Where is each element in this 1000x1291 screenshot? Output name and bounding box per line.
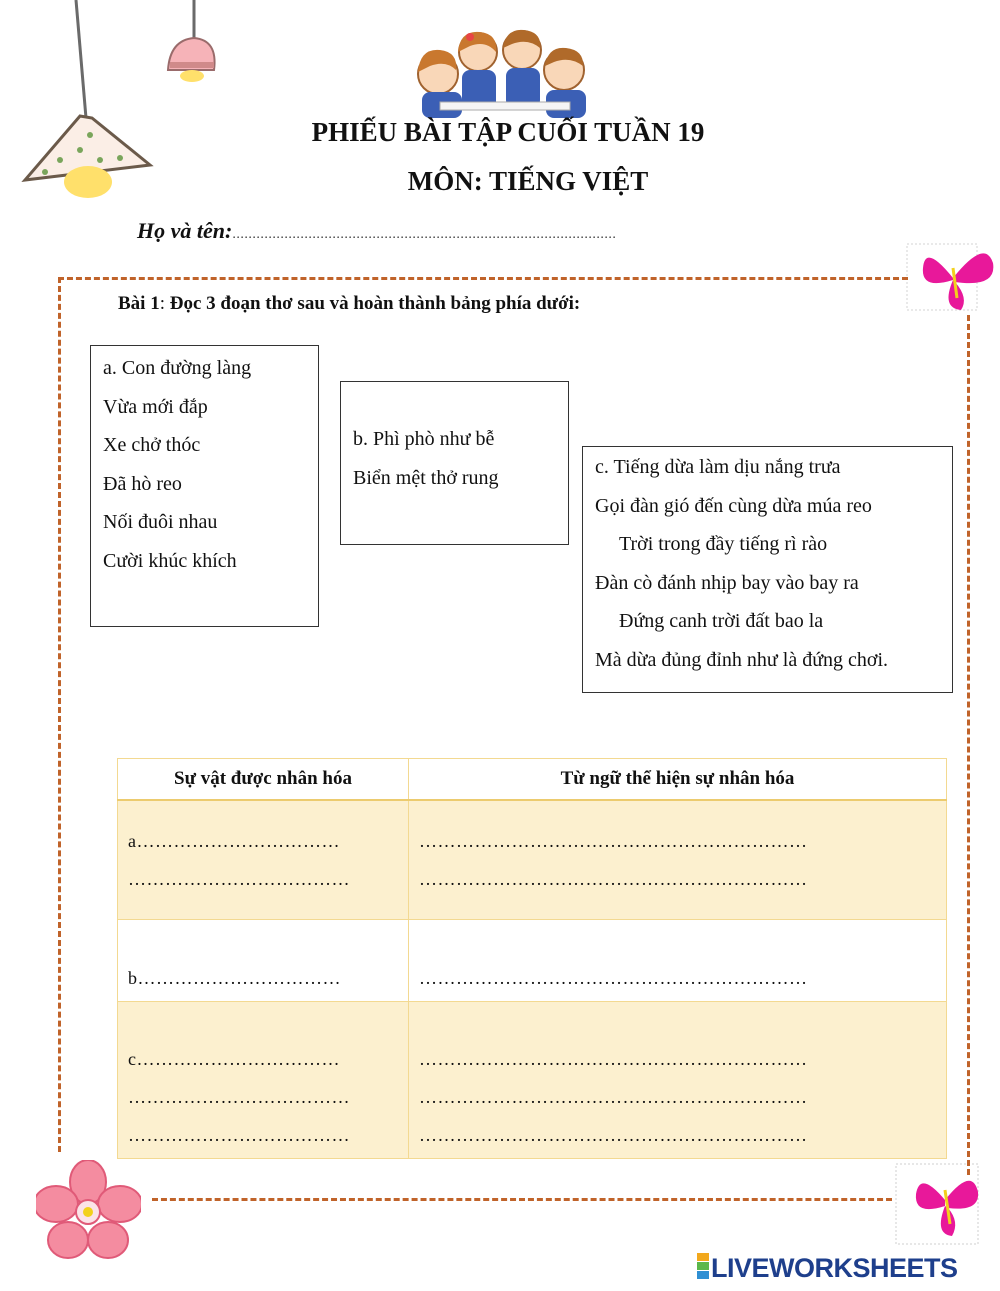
header-personification-words: Từ ngữ thể hiện sự nhân hóa	[409, 759, 947, 801]
name-label: Họ và tên:	[137, 218, 233, 243]
poem-line: Nối đuôi nhau	[103, 511, 218, 533]
table-row	[118, 920, 947, 1002]
poem-line: c. Tiếng dừa làm dịu nắng trưa	[595, 456, 841, 478]
answer-cell-c-right[interactable]	[409, 1002, 947, 1159]
children-illustration	[400, 22, 610, 122]
liveworksheets-logo[interactable]	[697, 1253, 958, 1284]
poem-box-c	[582, 446, 953, 693]
answer-line: ………………………………………………………	[419, 869, 808, 889]
frame-border-left	[58, 277, 61, 1152]
answer-line: ………………………………………………………	[419, 1087, 808, 1107]
poem-line: b. Phì phò như bễ	[353, 428, 495, 450]
answer-table	[117, 758, 947, 1159]
answer-line: c……………………………	[128, 1049, 340, 1069]
butterfly-icon	[905, 238, 1000, 318]
answer-line: ………………………………………………………	[419, 968, 808, 988]
exercise-separator: :	[159, 293, 165, 314]
poem-box-b	[340, 381, 569, 545]
worksheet-title: PHIẾU BÀI TẬP CUỐI TUẦN 19	[311, 117, 705, 147]
exercise-text: Đọc 3 đoạn thơ sau và hoàn thành bảng phía dưới:	[164, 293, 581, 314]
brand-name: LIVEWORKSHEETS	[711, 1253, 958, 1283]
answer-cell-b-left[interactable]	[118, 920, 409, 1002]
answer-line: ………………………………………………………	[419, 831, 808, 851]
table-row	[118, 800, 947, 920]
exercise-instruction	[118, 293, 580, 315]
answer-cell-b-right[interactable]	[409, 920, 947, 1002]
answer-cell-c-left[interactable]	[118, 1002, 409, 1159]
poem-line: Mà dừa đủng đỉnh như là đứng chơi.	[595, 648, 889, 671]
answer-cell-a-right[interactable]	[409, 800, 947, 920]
poem-line: Cười khúc khích	[103, 549, 237, 572]
table-row	[118, 1002, 947, 1159]
table-header-row	[118, 759, 947, 801]
answer-line: ………………………………………………………	[419, 1125, 808, 1145]
answer-line: a……………………………	[128, 831, 340, 851]
poem-line: Vừa mới đắp	[103, 395, 208, 418]
answer-line: ………………………………	[128, 869, 350, 889]
answer-cell-a-left[interactable]	[118, 800, 409, 920]
answer-line: ………………………………	[128, 1087, 350, 1107]
flower-icon	[36, 1160, 141, 1260]
poem-line: Biển mệt thở rung	[353, 466, 499, 489]
subject-title: MÔN: TIẾNG VIỆT	[407, 166, 649, 196]
poem-line: Gọi đàn gió đến cùng dừa múa reo	[595, 494, 872, 517]
exercise-number: Bài 1	[118, 293, 160, 314]
name-dots: ................................................................................................	[232, 227, 617, 242]
poem-box-a	[90, 345, 319, 627]
poem-line: Trời trong đầy tiếng rì rào	[619, 533, 828, 555]
butterfly-icon	[890, 1160, 990, 1250]
logo-blocks-icon	[697, 1253, 709, 1280]
answer-line: b……………………………	[128, 968, 341, 988]
poem-line: Xe chở thóc	[103, 434, 201, 456]
frame-border-right	[967, 315, 970, 1175]
answer-line: ………………………………………………………	[419, 1049, 808, 1069]
answer-line: ………………………………	[128, 1125, 350, 1145]
poem-line: Đàn cò đánh nhịp bay vào bay ra	[595, 571, 859, 594]
frame-border-top	[58, 277, 908, 280]
student-name-row[interactable]	[137, 218, 616, 244]
frame-border-bottom	[152, 1198, 892, 1201]
poem-line: Đứng canh trời đất bao la	[619, 610, 824, 632]
poem-line: Đã hò reo	[103, 472, 182, 495]
poem-line: a. Con đường làng	[103, 357, 252, 379]
header-personified-thing: Sự vật được nhân hóa	[118, 759, 409, 801]
